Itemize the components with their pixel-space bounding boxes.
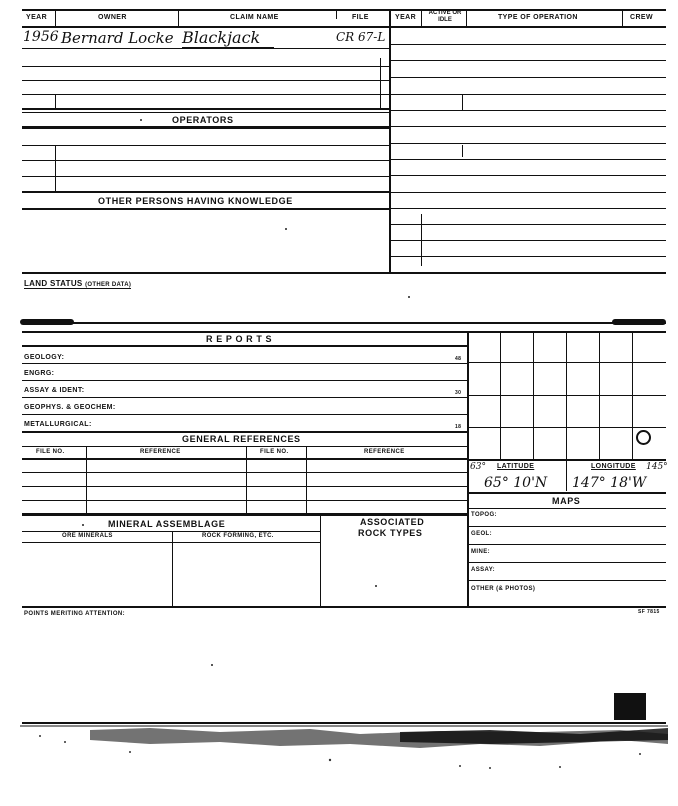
- maps-topog: TOPOG:: [471, 512, 497, 518]
- report-metallurgical-num: 18: [455, 424, 462, 430]
- claim-name-header: CLAIM NAME: [230, 14, 279, 21]
- mineral-assemblage-title: MINERAL ASSEMBLAGE: [108, 519, 226, 529]
- gr-file-no-1: FILE NO.: [36, 449, 65, 455]
- scan-noise-band: [20, 722, 668, 772]
- gr-file-no-2: FILE NO.: [260, 449, 289, 455]
- black-block: [614, 693, 646, 720]
- points-meriting-attention: POINTS MERITING ATTENTION:: [24, 611, 126, 617]
- gr-reference-1: REFERENCE: [140, 449, 181, 455]
- gr-reference-2: REFERENCE: [364, 449, 405, 455]
- lat-prefix: 63°: [470, 462, 486, 472]
- entry-claim-name: Blackjack: [182, 28, 261, 47]
- latitude-label: LATITUDE: [497, 463, 535, 470]
- lon-suffix: 145°: [646, 462, 668, 472]
- maps-assay: ASSAY:: [471, 567, 496, 573]
- longitude-label: LONGITUDE: [591, 463, 636, 470]
- associated-label: ASSOCIATED: [360, 517, 425, 527]
- general-references-title: GENERAL REFERENCES: [182, 434, 301, 444]
- report-assay-num: 30: [455, 390, 462, 396]
- year-header: YEAR: [26, 14, 48, 21]
- longitude-value: 147° 18'W: [572, 475, 647, 491]
- report-metallurgical: METALLURGICAL:: [24, 421, 92, 428]
- form-code: SF 7815: [638, 609, 660, 615]
- file-header: FILE: [352, 14, 369, 21]
- maps-title: MAPS: [552, 496, 581, 506]
- other-persons-title: OTHER PERSONS HAVING KNOWLEDGE: [98, 196, 293, 206]
- land-status-sub: (OTHER DATA): [85, 282, 132, 288]
- report-geophys: GEOPHYS. & GEOCHEM:: [24, 404, 116, 411]
- report-geology: GEOLOGY:: [24, 354, 65, 361]
- report-geology-num: 48: [455, 356, 462, 362]
- right-year-header: YEAR: [395, 14, 417, 21]
- report-assay: ASSAY & IDENT:: [24, 387, 85, 394]
- active-or-idle-header: ACTIVE OR IDLE: [428, 10, 462, 23]
- entry-owner: Bernard Locke: [61, 29, 174, 47]
- location-marker-icon: [636, 430, 651, 445]
- entry-year: 1956: [23, 29, 59, 45]
- ore-minerals-header: ORE MINERALS: [62, 533, 113, 539]
- report-engrg: ENGRG:: [24, 370, 55, 377]
- rock-forming-header: ROCK FORMING, ETC.: [202, 533, 274, 539]
- reports-title: R E P O R T S: [206, 334, 273, 344]
- maps-other: OTHER (& PHOTOS): [471, 586, 536, 592]
- rock-types-label: ROCK TYPES: [358, 528, 423, 538]
- type-of-operation-header: TYPE OF OPERATION: [498, 14, 578, 21]
- operators-title: OPERATORS: [172, 115, 234, 125]
- maps-mine: MINE:: [471, 549, 490, 555]
- latitude-value: 65° 10'N: [484, 475, 548, 491]
- entry-file: CR 67-L: [336, 30, 386, 44]
- owner-header: OWNER: [98, 14, 127, 21]
- crew-header: CREW: [630, 14, 653, 21]
- maps-geol: GEOL:: [471, 531, 492, 537]
- land-status-label: LAND STATUS: [24, 279, 83, 288]
